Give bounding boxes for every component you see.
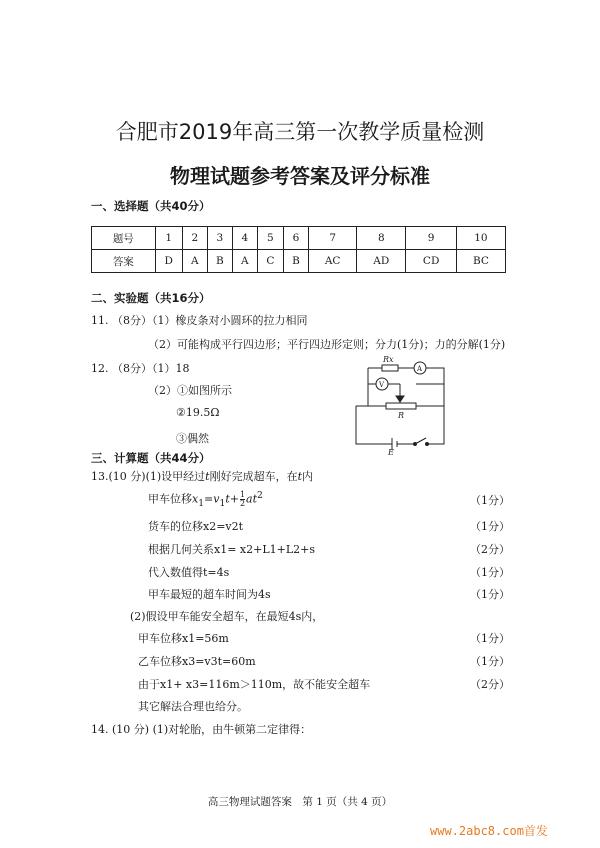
wire <box>416 384 444 406</box>
answer-cell: AC <box>309 250 357 273</box>
q14-line1: 14. (10 分) (1)对轮胎，由牛顿第二定律得： <box>91 723 312 736</box>
q12-line3: ②19.5Ω <box>176 406 220 419</box>
q11-line2: （2）可能构成平行四边形；平行四边形定则；分力(1分)；力的分解(1分) <box>148 338 506 351</box>
q11-line1: 11. （8分）（1）橡皮条对小圆环的拉力相同 <box>91 314 308 327</box>
question-number: 10 <box>456 227 505 250</box>
rheostat-icon <box>386 403 416 409</box>
section-heading-choice: 一、选择题（共40分） <box>91 199 211 213</box>
q13-eq7: 乙车位移x3=v3t=60m <box>138 655 256 668</box>
question-number: 7 <box>309 227 357 250</box>
label-voltmeter: V <box>379 381 385 389</box>
label-ammeter: A <box>417 365 423 373</box>
fraction-half <box>240 491 245 508</box>
subscript: 1 <box>219 497 226 509</box>
points: （1分） <box>470 520 510 533</box>
switch-icon <box>415 438 426 444</box>
row-label: 答案 <box>92 250 156 273</box>
page-subtitle: 物理试题参考答案及评分标准 <box>170 164 430 188</box>
question-number: 9 <box>406 227 456 250</box>
q12-line4: ③偶然 <box>176 432 209 445</box>
row-label: 题号 <box>92 227 156 250</box>
q13-eq6: 甲车位移x1=56m <box>138 632 229 645</box>
question-number: 2 <box>182 227 207 250</box>
watermark: www.2abc8.com首发 <box>430 824 548 838</box>
label-rx: Rx <box>383 356 394 364</box>
wire <box>368 368 376 384</box>
q13-intro <box>91 468 313 484</box>
q13-eq3: 根据几何关系x1= x2+L1+L2+s <box>148 543 316 556</box>
var-t: t <box>297 470 302 483</box>
answer-table <box>91 226 506 273</box>
table-row <box>92 250 506 273</box>
label-battery: E <box>388 448 394 456</box>
wire <box>428 406 444 444</box>
answer-cell: C <box>257 250 283 273</box>
points: （1分） <box>470 588 510 601</box>
answer-cell: AD <box>357 250 406 273</box>
section-heading-experiment: 二、实验题（共16分） <box>91 291 211 305</box>
answer-cell: A <box>182 250 207 273</box>
answer-cell: CD <box>406 250 456 273</box>
points: （1分） <box>470 566 510 579</box>
wire <box>356 406 392 444</box>
fraction-denominator: 2 <box>239 499 246 509</box>
circuit-diagram <box>352 356 452 456</box>
equals: = <box>204 492 214 506</box>
question-number: 1 <box>155 227 182 250</box>
var-at: at <box>246 492 258 506</box>
q12-line2: （2）①如图所示 <box>148 384 232 397</box>
var-x: x <box>192 492 199 506</box>
table-row <box>92 227 506 250</box>
points: （1分） <box>470 632 510 645</box>
q13-eq5: 甲车最短的超车时间为4s <box>148 588 271 601</box>
points: （2分） <box>470 678 510 691</box>
points: （1分） <box>470 655 510 668</box>
var-t: t <box>205 470 210 483</box>
q13-intro-text: 内 <box>302 470 313 483</box>
question-number: 3 <box>207 227 232 250</box>
answer-cell: D <box>155 250 182 273</box>
answer-cell: A <box>232 250 257 273</box>
var-t-plus: t+ <box>225 492 239 506</box>
var-v: v <box>213 492 220 506</box>
points: （1分） <box>470 494 510 507</box>
label-rheostat: R <box>398 411 405 420</box>
page-footer: 高三物理试题答案 第 1 页（共 4 页） <box>207 796 393 808</box>
q13-eq4: 代入数值得t=4s <box>148 566 230 579</box>
answer-cell: BC <box>456 250 505 273</box>
answer-cell: B <box>207 250 232 273</box>
slider-arrow-icon <box>396 396 404 402</box>
points: （2分） <box>470 543 510 556</box>
page-title: 合肥市2019年高三第一次教学质量检测 <box>115 120 485 144</box>
question-number: 8 <box>357 227 406 250</box>
q13-eq8: 由于x1+ x3=116m＞110m，故不能安全超车 <box>138 678 371 691</box>
q13-eq1 <box>148 490 263 509</box>
subscript: 1 <box>198 497 205 509</box>
superscript: 2 <box>257 490 263 501</box>
resistor-rx-icon <box>382 365 398 371</box>
eq1-text: 甲车位移 <box>148 492 192 506</box>
q13-part2: (2)假设甲车能安全超车，在最短4s内， <box>130 610 324 623</box>
question-number: 4 <box>232 227 257 250</box>
question-number: 6 <box>283 227 308 250</box>
question-number: 5 <box>257 227 283 250</box>
q13-note: 其它解法合理也给分。 <box>138 700 248 713</box>
answer-cell: B <box>283 250 308 273</box>
q13-eq2: 货车的位移x2=v2t <box>148 520 244 533</box>
section-heading-calc: 三、计算题（共44分） <box>91 451 211 465</box>
q13-intro-text: 13.(10 分)(1)设甲经过 <box>91 470 206 483</box>
fraction-numerator: 1 <box>239 490 246 500</box>
q12-line1: 12. （8分）（1）18 <box>91 362 190 375</box>
q13-intro-text: 刚好完成超车，在 <box>209 470 298 483</box>
